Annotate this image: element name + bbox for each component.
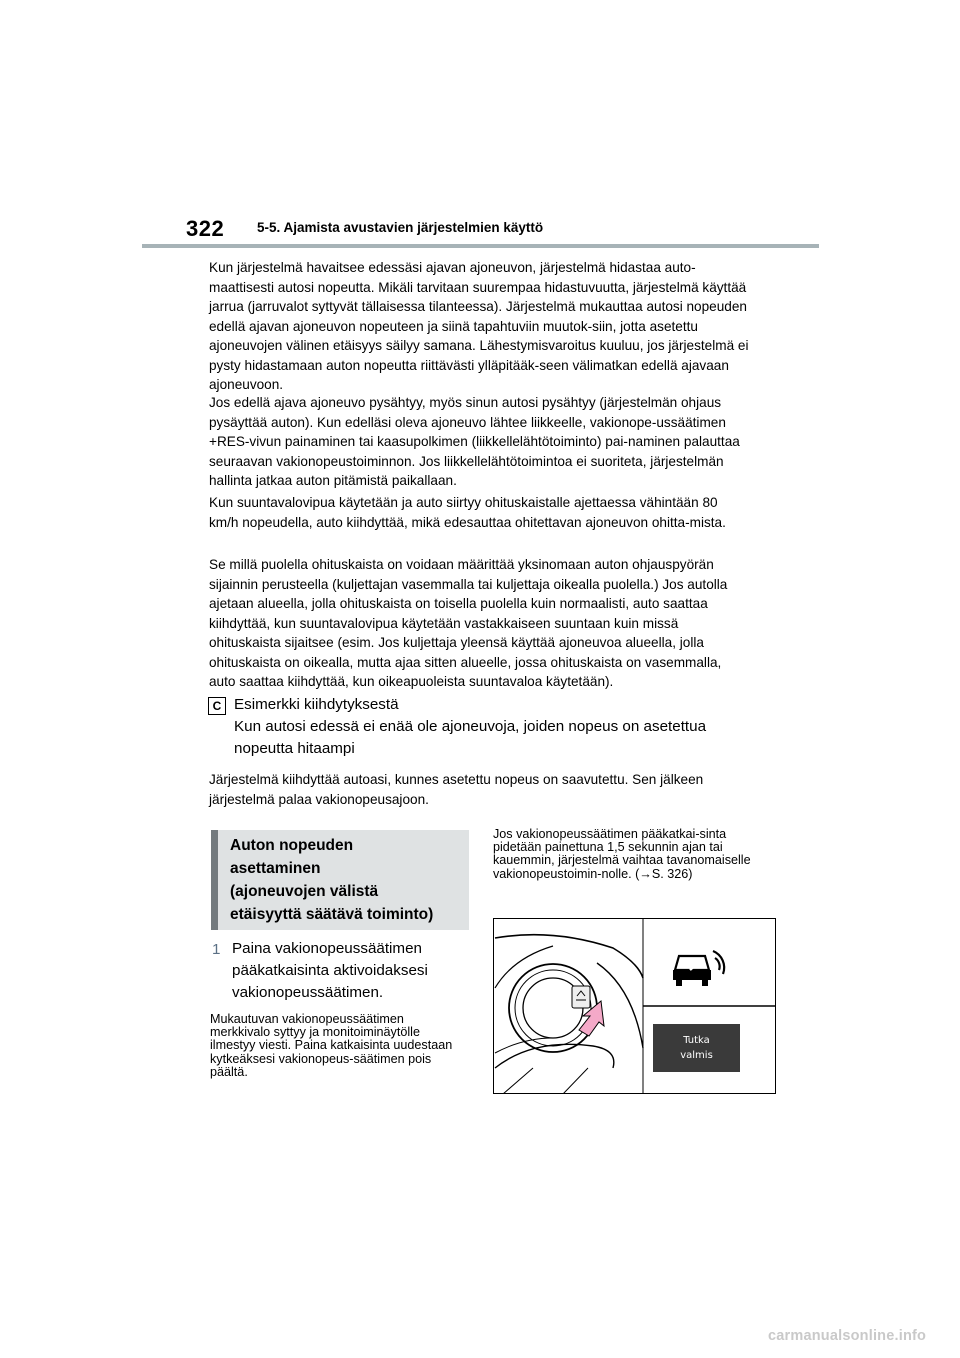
header-rule (142, 244, 819, 248)
step-number: 1 (212, 941, 221, 958)
paragraph-overtake-lane-side: Se millä puolella ohituskaista on voidaan määrittää yksinomaan auton ohjauspyörän sijainnin perusteella (kuljettajan vasemmalla tai kuljettaja oikealla puolella.) Jos autolla ajetaan alueella, jolla ohituskaista on toisella puolella kuin normaalisti, auto saattaa kiihdyttää, kun suuntavalovipua käytetään vastakkaiseen suuntaan kuin missä ohituskaista sijaitsee (esim. Jos kuljettaja yleensä käyttää ajoneuvoa alueella, jolla ohituskaista on oikealla, mutta ajaa sitten alueelle, jossa ohituskaista on vasemmalla, auto saattaa kiihdyttää, kun oikeapuoleista suuntavaloa käytetään). (209, 557, 728, 689)
watermark: carmanualsonline.info (768, 1328, 927, 1344)
paragraph-distance-control: Kun järjestelmä havaitsee edessäsi ajavan ajoneuvon, järjestelmä hidastaa auto-maattisesti autosi nopeutta. Mikäli tarvitaan suurempaa hidastuvuutta, järjestelmä käyttää jarrua (jarruvalot syttyvät tällaisessa tilanteessa). Järjestelmä mukauttaa autosi nopeuden edellä ajavan ajoneuvon nopeuteen ja siinä tapahtuviin muutok-siin, jotta asetettu ajoneuvojen välinen etäisyys säilyy samana. Lähestymisvaroitus kuuluu, jos järjestelmä ei pysty hidastamaan auton nopeutta riittävästi ylläpitääk-seen välimatkan edellä ajavaan ajoneuvoon. (209, 260, 749, 392)
section-title: 5-5. Ajamista avustavien järjestelmien käyttö (257, 220, 544, 235)
paragraph-vehicle-stop: Jos edellä ajava ajoneuvo pysähtyy, myös sinun autosi pysähtyy (järjestelmän ohjaus pysäyttää auton). Kun edelläsi oleva ajoneuvo lähtee liikkeelle, vakionope-ussäätimen +RES-vivun painaminen tai kaasupolkimen (liikkellelähtötoiminto) pai-naminen palauttaa seuraavan vakionopeustoiminnon. Jos liikkellelähtötoimintoa ei suoriteta, järjestelmän hallinta jatkaa auton pitämistä paikallaan. (209, 395, 740, 488)
display-line1: Tutka (683, 1035, 710, 1046)
display-line2: valmis (680, 1050, 713, 1061)
paragraph-long-press-note: Jos vakionopeussäätimen pääkatkai-sinta pidetään painettuna 1,5 sekunnin ajan tai kauemmin, järjestelmä vaihtaa tavanomaiselle vakionopeustoimin-nolle. (→S. 326) (493, 827, 751, 881)
section-c-line2: Kun autosi edessä ei enää ole ajoneuvoja, joiden nopeus on asetettua (234, 718, 707, 735)
section-c-badge: C (208, 697, 226, 715)
step-line1: Paina vakionopeussäätimen (232, 940, 422, 957)
display-panel (653, 1024, 740, 1072)
heading-line3: (ajoneuvojen välistä (230, 883, 379, 900)
section-c-line1: Esimerkki kiihdytyksestä (234, 696, 399, 713)
step-text (232, 938, 467, 1004)
paragraph-indicator-note: Mukautuvan vakionopeussäätimen merkkivalo syttyy ja monitoiminäytölle ilmestyy viesti. Paina katkaisinta uudestaan kytkeäksesi vakionopeus-säätimen pois päältä. (210, 1012, 453, 1079)
subsection-heading (211, 830, 469, 930)
section-c-heading (234, 694, 754, 760)
heading-line1: Auton nopeuden (230, 837, 354, 854)
page-number: 322 (186, 216, 225, 241)
heading-line2: asettaminen (230, 860, 321, 877)
steering-wheel-figure (493, 918, 776, 1094)
section-c-line3: nopeutta hitaampi (234, 740, 355, 757)
heading-line4: etäisyyttä säätävä toiminto) (230, 906, 434, 923)
step-line3: vakionopeussäätimen. (232, 984, 384, 1001)
step-line2: pääkatkaisinta aktivoidaksesi (232, 962, 428, 979)
paragraph-acceleration-example: Järjestelmä kiihdyttää autoasi, kunnes asetettu nopeus on saavutettu. Sen jälkeen järjestelmä palaa vakionopeusajoon. (209, 772, 704, 807)
paragraph-overtake-acceleration: Kun suuntavalovipua käytetään ja auto siirtyy ohituskaistalle ajettaessa vähintään 80 km/h nopeudella, auto kiihdyttää, mikä edesauttaa ohitettavan ajoneuvon ohitta-mista. (209, 495, 726, 530)
